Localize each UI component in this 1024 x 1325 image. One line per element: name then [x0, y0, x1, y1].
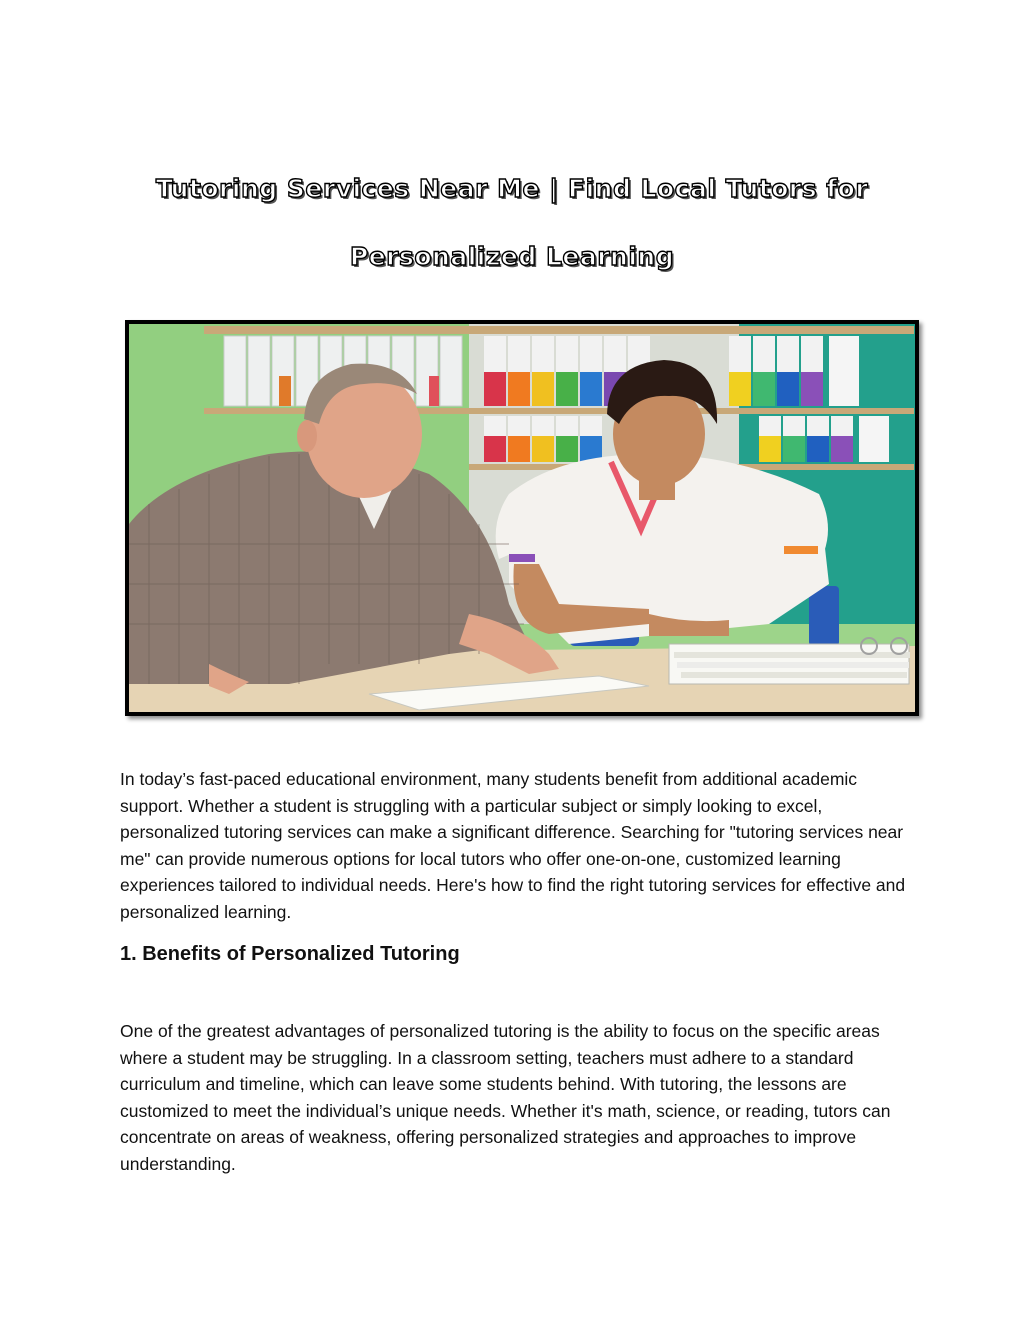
intro-paragraph: In today’s fast-paced educational environment, many students benefit from additional academic support. Whether a student is struggling with a particular subject or simply looking to excel, personalized tutoring services can make a significant difference. Searching for "tutoring services near me" can provide numerous options for local tutors who offer one-on-one, customized learning experiences tailored to individual needs. Here's how to find the right tutoring services for effective and personalized learning.	[120, 769, 906, 922]
section-heading-benefits: 1. Benefits of Personalized Tutoring	[120, 943, 460, 965]
tutor-and-student-photo	[125, 320, 919, 716]
page-title-line-2: Personalized Learning	[349, 242, 675, 271]
benefits-paragraph: One of the greatest advantages of personalized tutoring is the ability to focus on the specific areas where a student may be struggling. In a classroom setting, teachers must adhere to a standard curriculum and timeline, which can leave some students behind. With tutoring, the lessons are customized to meet the individual’s unique needs. Whether it's math, science, or reading, tutors can concentrate on areas of weakness, offering personalized strategies and approaches to improve understanding.	[120, 1021, 891, 1174]
page-title-line-1: Tutoring Services Near Me | Find Local Tutors for	[155, 174, 869, 203]
